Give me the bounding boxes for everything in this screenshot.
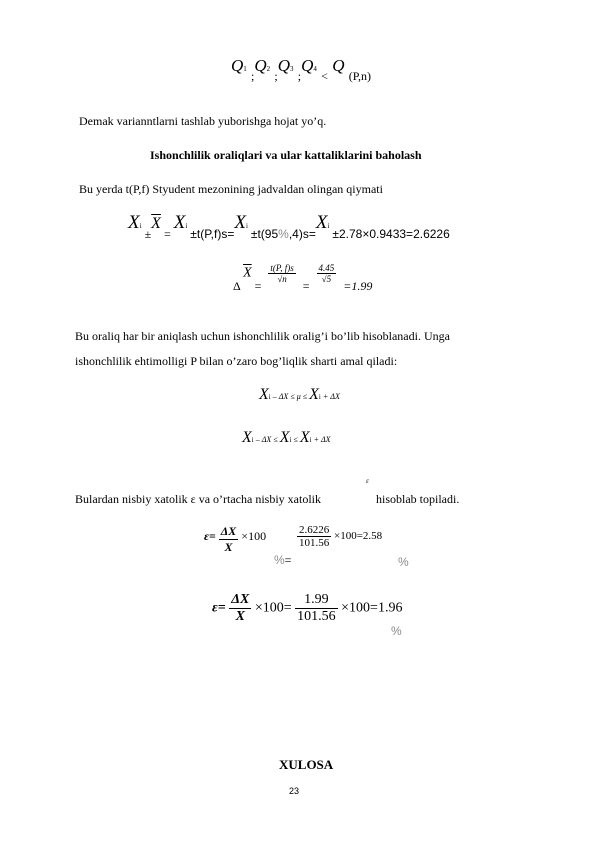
q-table-symbol: Q xyxy=(332,56,345,75)
x-symbol: X xyxy=(299,429,310,446)
fraction-numerator: ΔX xyxy=(220,524,237,538)
x-subscript: i xyxy=(327,222,330,230)
mean-error-result: ×100=1.96 xyxy=(341,600,403,616)
x-subscript: i xyxy=(309,436,312,444)
x-subscript: i xyxy=(185,222,188,230)
inequality-xi xyxy=(242,429,331,447)
percent-sign: % xyxy=(274,553,285,567)
text-para1-line1: Bu oraliq har bir aniqlash uchun ishonchlilik oralig’i bo’lib hisoblanadi. Unga xyxy=(75,329,450,343)
x-subscript: i xyxy=(139,222,142,230)
q3-symbol: Q xyxy=(277,56,291,75)
section-title-xulosa: XULOSA xyxy=(279,757,334,772)
fraction-numerator: ΔX xyxy=(231,592,250,607)
student-expression: ±t(P,f)s= xyxy=(190,227,235,241)
q4-subscript: 4 xyxy=(313,65,317,73)
fraction-values xyxy=(295,592,338,625)
equals: = xyxy=(254,279,262,294)
equation-delta-x xyxy=(233,263,373,294)
equals: = xyxy=(284,553,292,567)
student-expression-f: ,4)s= xyxy=(288,227,316,241)
times-hundred: ×100= xyxy=(254,600,292,616)
times-hundred: ×100 xyxy=(241,529,267,544)
equation-confidence-interval xyxy=(128,212,450,241)
text-bulardan-part2: hisoblab topiladi. xyxy=(376,492,460,506)
equals: = xyxy=(302,279,310,294)
student-expression-95: ±t(95 xyxy=(250,227,279,241)
text-bulardan-part1: Bulardan nisbiy xatolik ε va o’rtacha nisbiy xatolik xyxy=(75,492,321,506)
equation-mean-relative-error xyxy=(212,592,402,625)
fraction-denominator: X xyxy=(224,540,233,554)
q3-subscript: 3 xyxy=(290,65,294,73)
plus-minus: ± xyxy=(144,227,152,241)
fraction-numerator: 2.6226 xyxy=(299,524,330,536)
epsilon-lhs: ε= xyxy=(204,529,216,544)
delta-result: =1.99 xyxy=(343,279,373,294)
q2-symbol: Q xyxy=(254,56,267,75)
x-symbol: X xyxy=(309,386,319,403)
x-symbol: X xyxy=(279,429,290,446)
text-para1-line2: ishonchlilik ehtimolligi P bilan o’zaro bog’liqlik sharti amal qiladi: xyxy=(75,354,398,368)
x-subscript: i xyxy=(289,436,292,444)
equals: = xyxy=(163,227,171,241)
epsilon-small-symbol: ε xyxy=(366,477,369,485)
x-mean-symbol: $\overline{X}$ xyxy=(151,215,161,232)
epsilon-lhs: ε= xyxy=(212,600,226,616)
inequality-mu xyxy=(259,386,340,404)
percent-sign: % xyxy=(398,555,409,569)
x-symbol: X xyxy=(128,212,140,233)
x-symbol: X xyxy=(315,212,328,233)
relative-error-result: ×100=2.58 xyxy=(334,530,383,543)
section-heading: Ishonchlilik oraliqlari va ular kattaliklarini baholash xyxy=(150,148,422,162)
fraction-mean-error xyxy=(229,592,251,625)
q2-subscript: 2 xyxy=(266,65,271,73)
x-symbol: X xyxy=(259,386,269,403)
q1-symbol: Q xyxy=(231,56,244,75)
fraction-numerator: t(P, f)s xyxy=(270,263,294,273)
equation-relative-error-cont xyxy=(274,553,291,568)
fraction-denominator: √n xyxy=(277,274,287,284)
separator: ; xyxy=(274,69,278,83)
fraction-numerator: 1.99 xyxy=(295,592,338,609)
fraction-denominator: 101.56 xyxy=(297,609,336,624)
x-symbol: X xyxy=(173,212,186,233)
fraction-values xyxy=(297,524,331,549)
less-than: < xyxy=(321,69,328,83)
x-subscript: i xyxy=(245,222,248,230)
fraction-denominator: 101.56 xyxy=(299,537,330,549)
x-subscript: i xyxy=(268,393,271,401)
separator: ; xyxy=(251,69,255,83)
fraction-denominator: √5 xyxy=(321,274,332,284)
x-mean-symbol: $\overline{X}$ xyxy=(243,265,252,281)
x-subscript: i xyxy=(318,393,321,401)
fraction-denominator: X xyxy=(235,609,245,624)
fraction-numerator: 4.45 xyxy=(318,263,335,273)
q1-subscript: 1 xyxy=(243,65,247,73)
text-bu-yerda: Bu yerda t(P,f) Styudent mezonining jadvaldan olingan qiymati xyxy=(79,182,383,196)
q-table-args: (P,n) xyxy=(348,69,372,83)
student-result: ±2.78×0.9433=2.6226 xyxy=(332,227,450,241)
x-subscript: i xyxy=(251,436,254,444)
percent-sign: % xyxy=(278,227,289,241)
fraction-formula xyxy=(268,263,295,284)
inequality-tail: + ΔX xyxy=(313,435,331,444)
separator: ; xyxy=(297,69,302,83)
percent-sign: % xyxy=(391,624,402,638)
delta-symbol: Δ xyxy=(233,279,241,294)
inequality-tail: + ΔX xyxy=(322,392,340,401)
fraction-relative-error xyxy=(219,524,239,555)
q4-symbol: Q xyxy=(301,56,314,75)
equation-relative-error xyxy=(204,524,266,555)
x-symbol: X xyxy=(234,212,246,233)
fraction-values xyxy=(317,263,337,284)
inequality-le: ≤ xyxy=(293,435,298,444)
x-symbol: X xyxy=(242,429,252,446)
page-number: 23 xyxy=(289,786,300,796)
inequality-middle: – ΔX ≤ μ ≤ xyxy=(272,392,308,401)
inequality-middle: – ΔX ≤ xyxy=(255,435,278,444)
text-demak: Demak varianntlarni tashlab yuborishga hojat yo’q. xyxy=(79,114,327,128)
equation-q-criterion xyxy=(231,56,372,83)
equation-relative-error-values xyxy=(297,524,382,549)
